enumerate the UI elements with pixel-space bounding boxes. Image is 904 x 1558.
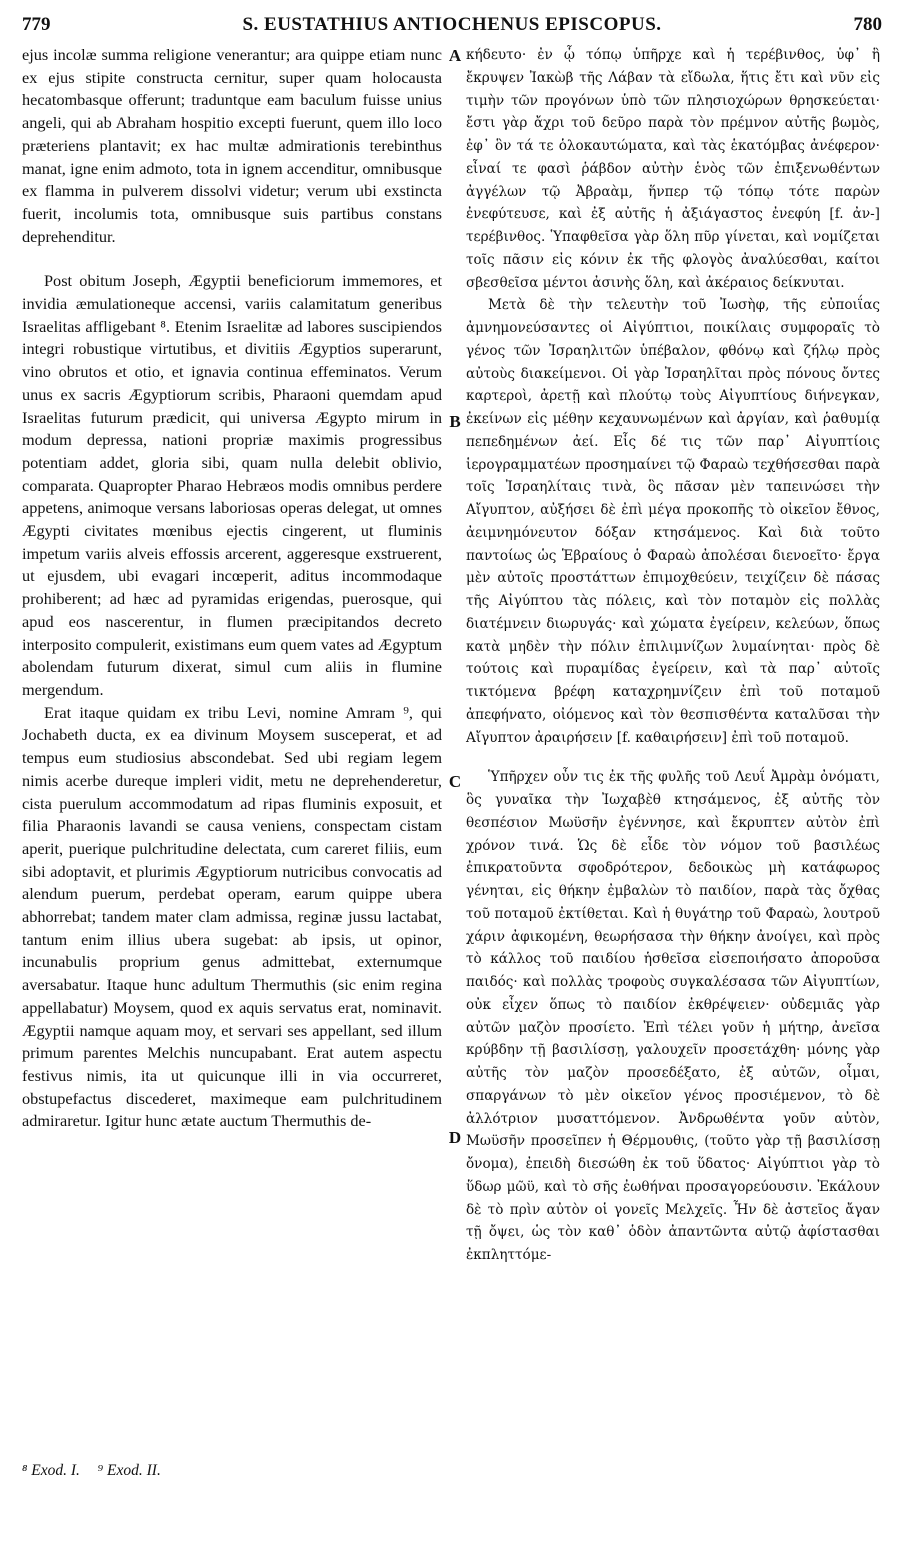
page-header: [22, 14, 882, 40]
latin-paragraph: Erat itaque quidam ex tribu Levi, nomine Amram ⁹, qui Jochabeth ducta, ex ea divinum Moysem susceperat, et ad tempus eum studiosius abscondebat. Sed ubi regiam legem nimis acerbe dureque impleri vidit, metu ne deprehenderetur, cista puerulum accommodatum ad ripas fluminis exposuit, et filia Pharaonis lavandi se causa veniens, conspectam cistam aperit, puerique pulchritudine delectata, cum careret filiis, eum sibi adoptavit, et plurimis Ægyptiorum nutricibus convocatis ad alendum puerum, perdebat operam, earum quippe ubera abhorrebat; tandem mater clam admissa, reginæ jussu lactabat, tantum enim illius ubera sugebat: ab ipsis, ut opinor, incunabulis proprium genus admittebat, externumque aversabatur. Itaque hunc adultum Thermuthis (sic enim regina appellabatur) Moysem, quod ex aquis servatus erat, nominavit. Ægyptii namque aquam moy, et servari ses appellant, sed illum primum parentes Melchis nuncupabant. Erat autem aspectu festivus nimis, ita ut quicunque illi in via occurreret, obstupefactus discederet, maximeque eam pulchritudinem admiraretur. Igitur hunc ætate auctum Thermuthis de-: [22, 702, 442, 1131]
margin-marker-d: D: [448, 1128, 462, 1147]
margin-marker-c: C: [448, 772, 462, 791]
greek-column: [466, 44, 880, 1267]
footnotes: [22, 1462, 442, 1480]
footnote: ⁹ Exod. II.: [97, 1462, 161, 1479]
latin-column: [22, 44, 442, 1133]
margin-marker-a: A: [448, 46, 462, 65]
margin-marker-b: B: [449, 412, 461, 431]
running-title: S. EUSTATHIUS ANTIOCHENUS EPISCOPUS.: [242, 14, 662, 35]
footnote: ⁸ Exod. I.: [22, 1462, 80, 1479]
latin-paragraph: Post obitum Joseph, Ægyptii beneficiorum immemores, et invidia æmulationeque accensi, variis calamitatum generibus Israelitas affligebant ⁸. Etenim Israelitæ ad labores suscipiendos integri robustique virtutibus, et divitiis Ægyptios superarunt, vino obrutos et otio, et ignavia continua effeminatos. Verum unus ex sacris Ægyptiorum scribis, Pharaoni quemdam apud Israelitas futurum prædicit, qui universa Ægypto mirum in modum depressa, nationi propriæ maximis progressibus potentiam addet, gloria sibi, quam nulla delebit oblivio, comparata. Quapropter Pharao Hebræos modis omnibus perdere appetens, animoque versans laboriosas operas delegat, ut omnes Ægypti civitates mœnibus ejectis cingerent, ut fluminis impetum variis alveis effossis arcerent, aggeresque exstruerent, ut ejusdem, ubi evagari incœperit, aditus incommodaque prohiberent; ad hæc ad pyramidas erigendas, puerosque, qui apud eos nascerentur, in flumen præcipitandos decreto interposito compulerit, existimans eum quem vates ad Ægyptum abolendam futurum dixerat, simul cum aliis in flumine mergendum.: [22, 271, 442, 699]
greek-paragraph: Μετὰ δὲ τὴν τελευτὴν τοῦ Ἰωσὴφ, τῆς εὐποιΐας ἀμνημονεύσαντες οἱ Αἰγύπτιοι, ποικίλαις συμφοραῖς τὸ γένος τῶν Ἰσραηλιτῶν ὑπέβαλον, φθόνῳ καὶ ζήλῳ πρὸς αὐτοὺς διακείμενοι. Οἱ γὰρ Ἰσραηλῖται πρὸς πόνους ὄντες καρτεροὶ, ἀρετῇ καὶ πλούτῳ τοὺς Αἰγυπτίους διήνεγκαν, ἐκείνων εἰς μέθην κεχαυνωμένων καὶ ἀργίαν, καὶ ῥαθυμίᾳ πεπεδημένων ἀεί. Εἷς δέ τις τῶν παρ᾽ Αἰγυπτίοις ἱερογραμματέων προσημαίνει τῷ Φαραὼ τεχθήσεσθαι παρὰ τοῖς Ἰσραηλίταις τινὰ, ὃς πᾶσαν μὲν ταπεινώσει τὴν Αἴγυπτον, αὐξήσει δὲ ἐπὶ μέγα προκοπῆς τὸ οἰκεῖον ἔθνος, ἀειμνημόνευτον δόξαν κτησάμενος. Καὶ διὰ τοῦτο παντοίως ὡς Ἑβραίους ὁ Φαραὼ ἀπολέσαι διενοεῖτο· ἔργα μὲν αὐτοῖς προστάττων ἐπιμοχθεύειν, τειχίζειν δὲ πάσας τῆς Αἰγύπτου τὰς πόλεις, καὶ τὸν ποταμὸν εἰς πολλὰς διατέμνειν διωρυγάς· καὶ χώματα ἐγείρειν, κελεύων, ὅπως κατὰ μηδὲν τὴν πόλιν ἐπιλιμνίζων λυμαίνηται· πρὸς δὲ τούτοις καὶ πυραμίδας ἐγείρειν, καὶ τὰ παρ᾽ αὐτοῖς τικτόμενα βρέφη καταχρημνίζειν ἐπὶ τοῦ ποταμοῦ ἀπεφήνατο, οἰόμενος καὶ τὸν θεσπισθέντα καταλῦσαι τὴν Αἴγυπτον ἀραιρήσειν [f. καθαιρήσειν] ἐπὶ τοῦ ποταμοῦ.: [466, 297, 880, 746]
greek-paragraph: Ὑπῆρχεν οὖν τις ἐκ τῆς φυλῆς τοῦ Λευΐ Ἀμρὰμ ὀνόματι, ὃς γυναῖκα τὴν Ἰωχαβὲθ κτησάμενος, ἐξ αὐτῆς τὸν θεσπέσιον Μωϋσῆν ἐγέννησε, καὶ ἔκρυπτεν αὐτὸν ἐπὶ χρόνον τινά. Ὡς δὲ εἶδε τὸν νόμον τοῦ βασιλέως ἐπικρατοῦντα σφοδρότερον, δεδοικὼς μὴ κατάφωρος γένηται, εἰς θήκην ἐμβαλὼν τὸ παιδίον, παρὰ τὰς ὄχθας τοῦ ποταμοῦ ἐκτίθεται. Καὶ ἡ θυγάτηρ τοῦ Φαραὼ, λουτροῦ χάριν ἀφικομένη, θεωρήσασα τὴν θήκην ἀνοίγει, καὶ πρὸς τὸ κάλλος τοῦ παιδίου ἡσθεῖσα εἰσεποιήσατο ἀποροῦσα παιδός· καὶ πολλὰς τροφοὺς συγκαλέσασα τῶν Αἰγυπτίων, οὐκ εἶχεν ὅπως τὸ παιδίον ἐκθρέψειεν· οὐδεμιᾶς γὰρ αὐτῶν μαζὸν προσίετο. Ἐπὶ τέλει γοῦν ἡ μήτηρ, ἀνεῖσα κρύβδην τῇ βασιλίσσῃ, γαλουχεῖν προσετάχθη· μόνης γὰρ αὐτῆς τὸν μαζὸν προσεδέξατο, ἐξ αὐτῶν, οἶμαι, σπαργάνων τὸ μὲν οἰκεῖον γένος προσιέμενον, τὸ δὲ ἀλλότριον μυσαττόμενον. Ἀνδρωθέντα γοῦν αὐτὸν, Μωϋσῆν προσεῖπεν ἡ Θέρμουθις, (τοῦτο γὰρ τῇ βασιλίσσῃ ὄνομα), ἐπειδὴ διεσώθη ἐκ τοῦ ὕδατος· Αἰγύπτιοι γὰρ τὸ ὕδωρ μῶϋ, καὶ τὸ σῆς ἐωθήναι προσαγορεύουσιν. Ἐκάλουν δὲ τὸ πρὶν αὐτὸν οἱ γονεῖς Μελχεῖς. Ἦν δὲ ἀστεῖος ἄγαν τῇ ὄψει, ὡς τὸν καθ᾽ ὁδὸν ἀπαντῶντα αὐτῷ ἀφίστασθαι ἐκπληττόμε-: [466, 769, 880, 1263]
page-number-right: 780: [853, 14, 882, 35]
page-number-left: 779: [22, 14, 51, 35]
paragraph-gap: [466, 749, 880, 766]
latin-paragraph: ejus incolæ summa religione venerantur; ara quippe etiam nunc ex ejus stipite constructa cernitur, super quam holocausta hecatombasque offerunt; traduntque eam baculum fuisse unius angeli, qui ab Abraham hospitio excepti fuerunt, quem illo loco præteriens plantavit; ex hac multæ admirationis terebinthus manat, igne enim admoto, tota in ignem accenditur, omnibusque ex flamma in pulverem dissolvi videtur; verum ubi exstincta fuerit, incolumis tota, omnibusque suis partibus constans deprehenditur.: [22, 45, 442, 246]
greek-paragraph: κήδευτο· ἐν ᾧ τόπῳ ὑπῆρχε καὶ ἡ τερέβινθος, ὑφ᾽ ἣ ἔκρυψεν Ἰακὼβ τῆς Λάβαν τὰ εἴδωλα, ἥτις ἔτι καὶ νῦν εἰς τιμὴν τῶν προγόνων ὑπὸ τῶν πλησιοχώρων θρησκεύεται· ἔστι γὰρ ἄχρι τοῦ δεῦρο παρὰ τὸν πρέμνον αὐτῆς βωμὸς, ἐφ᾽ ὃν τά τε ὁλοκαυτώματα, καὶ τὰς ἑκατόμβας ἀνέφερον· εἶναί τε φασὶ ῥάβδον αὐτὴν ἑνὸς τῶν ἐπιξενωθέντων ἀγγέλων τῷ Ἀβραὰμ, ἥνπερ τῷ τόπῳ τότε παρὼν ἐνεφύτευσε, καὶ ἐξ αὐτῆς ἡ ἀξιάγαστος ἐνεφύη [f. ἀν-] τερέβινθος. Ὑπαφθεῖσα γὰρ ὅλη πῦρ γίνεται, καὶ νομίζεται τοῖς πᾶσιν εἰς κόνιν ἐκ τῆς φλογὸς ἀναλύεσθαι, καίτοι σβεσθεῖσα μέντοι ἀσινὴς ὅλη, καὶ ἀκέραιος δείκνυται.: [466, 47, 880, 291]
paragraph-gap: [22, 248, 442, 270]
